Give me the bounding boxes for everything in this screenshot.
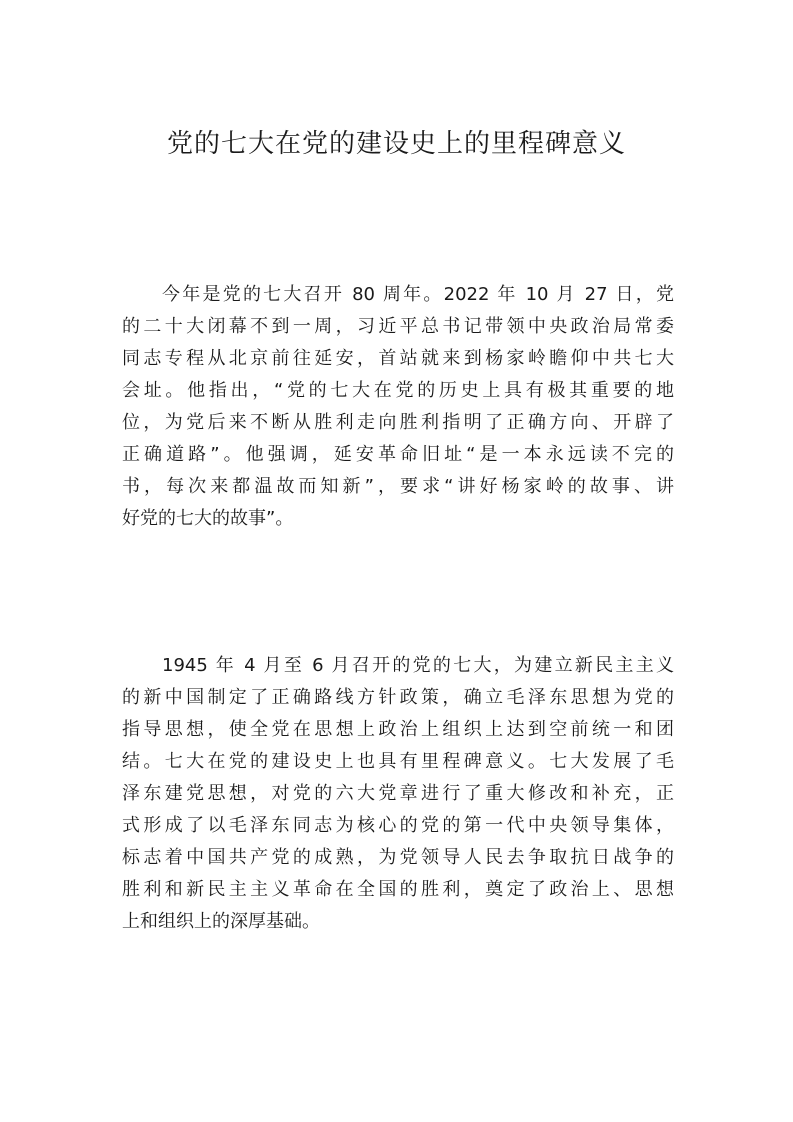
paragraph-line: 正确道路”。他强调，延安革命旧址“是一本永远读不完的 xyxy=(122,444,674,465)
paragraph-line: 上和组织上的深厚基础。 xyxy=(122,911,320,932)
paragraph-line: 今年是党的七大召开 80 周年。2022 年 10 月 27 日，党 xyxy=(162,284,674,305)
paragraph-line: 同志专程从北京前往延安，首站就来到杨家岭瞻仰中共七大 xyxy=(122,348,674,369)
paragraph-line: 指导思想，使全党在思想上政治上组织上达到空前统一和团 xyxy=(122,719,674,740)
paragraph-line: 结。七大在党的建设史上也具有里程碑意义。七大发展了毛 xyxy=(122,751,674,772)
paragraph-1 xyxy=(122,279,674,535)
paragraph-line: 泽东建党思想，对党的六大党章进行了重大修改和补充，正 xyxy=(122,783,674,804)
paragraph-line: 式形成了以毛泽东同志为核心的党的第一代中央领导集体， xyxy=(122,815,674,836)
document-title: 党的七大在党的建设史上的里程碑意义 xyxy=(166,129,626,159)
paragraph-line: 的新中国制定了正确路线方针政策，确立毛泽东思想为党的 xyxy=(122,687,674,708)
paragraph-line: 胜利和新民主主义革命在全国的胜利，奠定了政治上、思想 xyxy=(122,879,674,900)
paragraph-line: 的二十大闭幕不到一周，习近平总书记带领中央政治局常委 xyxy=(122,316,674,337)
paragraph-line: 标志着中国共产党的成熟，为党领导人民去争取抗日战争的 xyxy=(122,847,674,868)
paragraph-line: 会址。他指出，“党的七大在党的历史上具有极其重要的地 xyxy=(122,380,674,401)
paragraph-line: 位，为党后来不断从胜利走向胜利指明了正确方向、开辟了 xyxy=(122,412,674,433)
paragraph-line: 1945 年 4 月至 6 月召开的党的七大，为建立新民主主义 xyxy=(162,655,674,676)
paragraph-line: 好党的七大的故事”。 xyxy=(122,508,294,529)
paragraph-line: 书，每次来都温故而知新”，要求“讲好杨家岭的故事、讲 xyxy=(122,476,674,497)
paragraph-2 xyxy=(122,650,674,938)
